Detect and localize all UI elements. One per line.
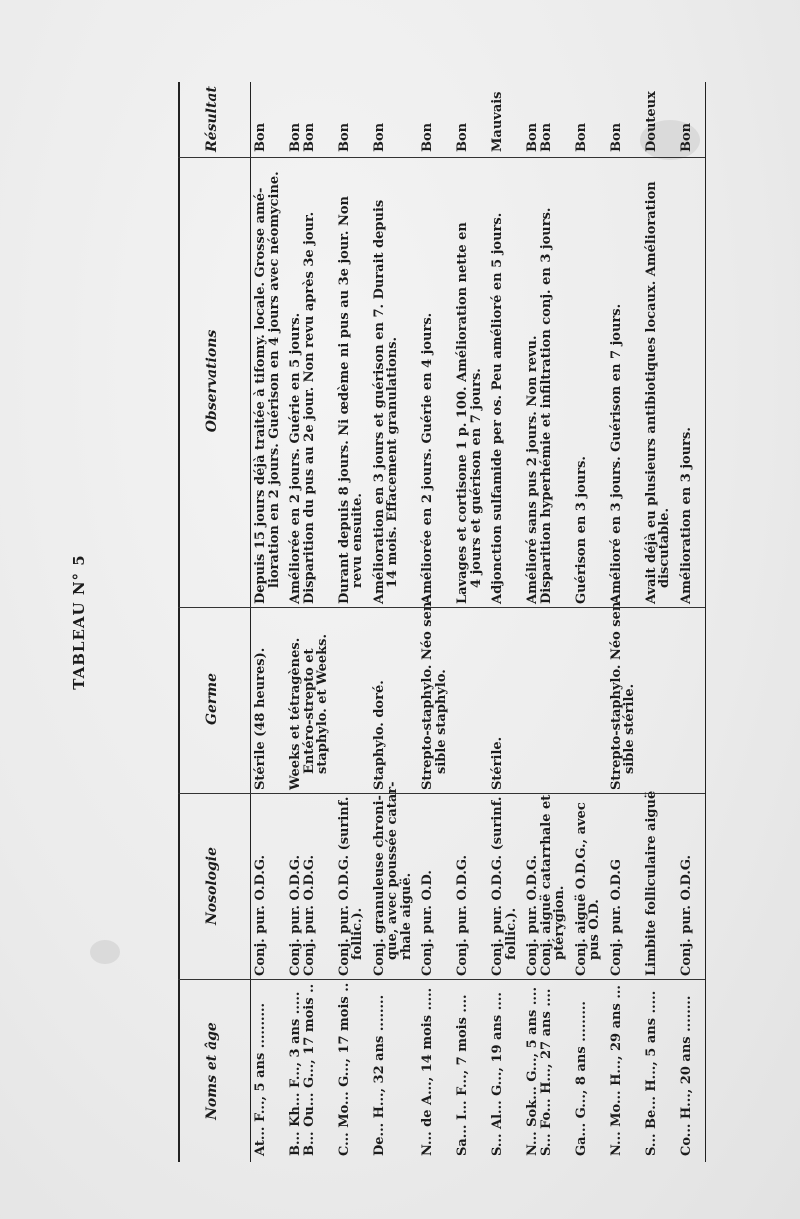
- column-rule: [250, 793, 705, 794]
- cell-line: Strepto-staphylo. Néo sen-: [608, 596, 624, 790]
- cell-line: Sa... I... F..., 7 mois ....: [455, 994, 470, 1156]
- cell-line: B... Ou... G..., 17 mois ..: [301, 983, 317, 1156]
- observations-cell: [526, 164, 553, 604]
- germe-cell: [420, 596, 449, 790]
- germe-cell: [491, 610, 505, 790]
- noms-cell: [610, 978, 624, 1156]
- noms-cell: [680, 978, 694, 1156]
- cell-line: Amélioration en 3 jours et guérison en 7. Durait depuis: [371, 199, 387, 604]
- column-rule: [250, 607, 705, 608]
- germe-cell: [254, 610, 268, 790]
- cell-line: Douteux: [643, 91, 659, 152]
- germe-cell: [289, 610, 330, 790]
- cell-line: Améliorée en 2 jours. Guérie en 4 jours.: [420, 312, 435, 604]
- cell-line: Avait déjà eu plusieurs antibiotiques locaux. Amélioration: [643, 181, 659, 604]
- resultat-cell: [526, 84, 553, 152]
- cell-line: pus O.D.: [587, 899, 602, 960]
- column-rule: [178, 607, 250, 608]
- noms-cell: [373, 978, 387, 1156]
- cell-line: Bon: [573, 122, 589, 152]
- cell-line: Limbite folliculaire aiguë: [643, 790, 659, 976]
- cell-line: Bon: [678, 122, 694, 152]
- nosologie-cell: [289, 796, 316, 976]
- nosologie-cell: [680, 796, 694, 976]
- cell-line: Mauvais: [490, 91, 505, 152]
- cell-line: Entéro-strepto et: [301, 648, 317, 774]
- nosologie-cell: [491, 796, 518, 976]
- resultat-cell: [289, 84, 316, 152]
- cell-line: Conj. pur. O.D.G.: [678, 854, 694, 976]
- cell-line: Disparition du pus au 2e jour. Non revu après 3e jour.: [301, 211, 317, 604]
- column-rule: [178, 979, 250, 980]
- resultat-cell: [373, 84, 387, 152]
- nosologie-cell: [254, 796, 268, 976]
- observations-cell: [421, 164, 435, 604]
- table-bottom-rule: [705, 82, 706, 1162]
- noms-cell: [526, 978, 553, 1156]
- cell-line: Conj. pur. O.D.G.: [525, 854, 540, 976]
- nosologie-cell: [643, 790, 659, 976]
- noms-cell: [645, 978, 659, 1156]
- cell-line: B... Kh... F..., 3 ans .....: [288, 991, 303, 1156]
- table-caption: TABLEAU N° 5: [70, 554, 88, 690]
- cell-line: S... Al... G..., 19 ans ....: [490, 992, 505, 1156]
- resultat-cell: [338, 84, 352, 152]
- cell-line: staphylo. et Weeks.: [315, 633, 330, 774]
- cell-line: Co... H..., 20 ans ........: [678, 995, 694, 1156]
- cell-line: 4 jours et guérison en 7 jours.: [468, 368, 484, 588]
- noms-cell: [421, 978, 435, 1156]
- cell-line: follic.).: [350, 907, 365, 960]
- column-rule: [250, 979, 705, 980]
- observations-cell: [610, 164, 624, 604]
- cell-line: Adjonction sulfamide per os. Peu amélioré en 5 jours.: [490, 212, 505, 604]
- cell-line: Bon: [608, 122, 624, 152]
- observations-cell: [373, 164, 400, 604]
- observations-cell: [338, 164, 365, 604]
- nosologie-cell: [610, 796, 624, 976]
- cell-line: Conj. pur. O.D.G.: [288, 854, 303, 976]
- cell-line: De... H..., 32 ans ........: [371, 994, 387, 1156]
- cell-line: Conj. aiguë catarrhale et: [538, 794, 554, 976]
- cell-line: N... de A..., 14 mois .....: [420, 987, 435, 1156]
- cell-line: Disparition hyperhémie et infiltration conj. en 3 jours.: [538, 207, 554, 604]
- observations-cell: [491, 164, 505, 604]
- cell-line: Conj. pur. O.D.G.: [455, 854, 470, 976]
- cell-line: rhale aiguë.: [398, 872, 414, 960]
- cell-line: C... Mo... G..., 17 mois ..: [336, 982, 352, 1156]
- cell-line: ptérygion.: [552, 885, 567, 960]
- cell-line: N... Sok... G..., 5 ans ....: [525, 987, 540, 1156]
- cell-line: Bon: [455, 122, 470, 152]
- table-header: [178, 82, 251, 1162]
- noms-cell: [456, 978, 470, 1156]
- nosologie-cell: [338, 796, 365, 976]
- noms-cell: [254, 978, 268, 1156]
- nosologie-cell: [575, 796, 602, 976]
- resultat-cell: [645, 84, 659, 152]
- observations-cell: [575, 164, 589, 604]
- germe-cell: [608, 596, 637, 790]
- resultat-cell: [456, 84, 470, 152]
- cell-line: Conj. pur. O.D.G.: [253, 854, 268, 976]
- cell-line: Depuis 15 jours déjà traitée à tifomy. locale. Grosse amé-: [253, 187, 268, 604]
- cell-line: Weeks et tétragènes.: [288, 637, 303, 790]
- cell-line: S... Be... H..., 5 ans .....: [643, 990, 659, 1156]
- noms-cell: [338, 978, 352, 1156]
- column-rule: [178, 793, 250, 794]
- resultat-cell: [610, 84, 624, 152]
- resultat-cell: [680, 84, 694, 152]
- cell-line: Amélioré sans pus 2 jours. Non revu.: [525, 335, 540, 604]
- cell-line: lioration en 2 jours. Guérison en 4 jours avec néomycine.: [266, 171, 282, 588]
- nosologie-cell: [421, 796, 435, 976]
- cell-line: S... Fo... H..., 27 ans ....: [538, 988, 554, 1156]
- germe-cell: [373, 610, 387, 790]
- resultat-cell: [491, 84, 505, 152]
- nosologie-cell: [526, 796, 567, 976]
- rotated-table-sheet: [70, 82, 694, 1162]
- cell-line: Bon: [538, 122, 554, 152]
- header-nosologie: Nosologie: [204, 846, 220, 926]
- resultat-cell: [421, 84, 435, 152]
- cell-line: At... F..., 5 ans ..........: [253, 1002, 268, 1156]
- cell-line: Ga... G..., 8 ans .........: [573, 1001, 589, 1156]
- cell-line: Conj. aiguë O.D.G., avec: [573, 802, 589, 976]
- cell-line: N... Mo... H..., 29 ans ...: [608, 985, 624, 1156]
- cell-line: Conj. pur. O.D.: [420, 870, 435, 976]
- observations-cell: [645, 164, 672, 604]
- noms-cell: [491, 978, 505, 1156]
- noms-cell: [575, 978, 589, 1156]
- cell-line: Lavages et cortisone 1 p. 100. Amélioration nette en: [455, 222, 470, 604]
- header-resultat: Résultat: [204, 86, 220, 152]
- column-rule: [250, 157, 705, 158]
- resultat-cell: [575, 84, 589, 152]
- cell-line: que, avec poussée catar-: [385, 781, 400, 960]
- cell-line: revu ensuite.: [350, 493, 365, 588]
- observations-cell: [680, 164, 694, 604]
- noms-cell: [289, 978, 316, 1156]
- observations-cell: [254, 164, 281, 604]
- cell-line: Bon: [525, 122, 540, 152]
- nosologie-cell: [456, 796, 470, 976]
- cell-line: follic.).: [503, 907, 519, 960]
- cell-line: 14 mois. Effacement granulations.: [385, 336, 400, 588]
- header-observations: Observations: [204, 329, 220, 433]
- cell-line: Conj. pur. O.D.G. (surinf.: [490, 796, 505, 976]
- cell-line: discutable.: [657, 508, 672, 588]
- cell-line: sible stérile.: [622, 683, 637, 774]
- observations-cell: [456, 164, 483, 604]
- cell-line: Bon: [301, 122, 317, 152]
- cell-line: Durant depuis 8 jours. Ni œdème ni pus au 3e jour. Non: [336, 196, 352, 604]
- observations-cell: [289, 164, 316, 604]
- cell-line: Amélioré en 3 jours. Guérison en 7 jours.: [608, 303, 624, 604]
- paper-stain: [90, 940, 120, 964]
- cell-line: Améliorée en 2 jours. Guérie en 5 jours.: [288, 312, 303, 604]
- cell-line: Bon: [371, 122, 387, 152]
- cell-line: Conj. pur. O.D.G. (surinf.: [336, 796, 352, 976]
- cell-line: Conj. granuleuse chroni-: [371, 795, 387, 976]
- nosologie-cell: [371, 781, 414, 976]
- cell-line: Amélioration en 3 jours.: [678, 427, 694, 604]
- cell-line: Stérile.: [490, 736, 505, 790]
- cell-line: Bon: [253, 122, 268, 152]
- cell-line: Guérison en 3 jours.: [573, 456, 589, 604]
- resultat-cell: [254, 84, 268, 152]
- header-noms: Noms et âge: [204, 1022, 220, 1120]
- cell-line: Conj. pur. O.D.G.: [301, 854, 317, 976]
- cell-line: Stérile (48 heures).: [253, 647, 268, 790]
- header-germe: Germe: [204, 673, 220, 725]
- cell-line: Staphylo. doré.: [371, 680, 387, 790]
- cell-line: Strepto-staphylo. Néo sen-: [420, 596, 435, 790]
- column-rule: [178, 157, 250, 158]
- cell-line: Conj. pur. O.D.G: [608, 859, 624, 976]
- cell-line: Bon: [420, 122, 435, 152]
- cell-line: Bon: [288, 122, 303, 152]
- cell-line: Bon: [336, 122, 352, 152]
- cell-line: sible staphylo.: [433, 669, 449, 774]
